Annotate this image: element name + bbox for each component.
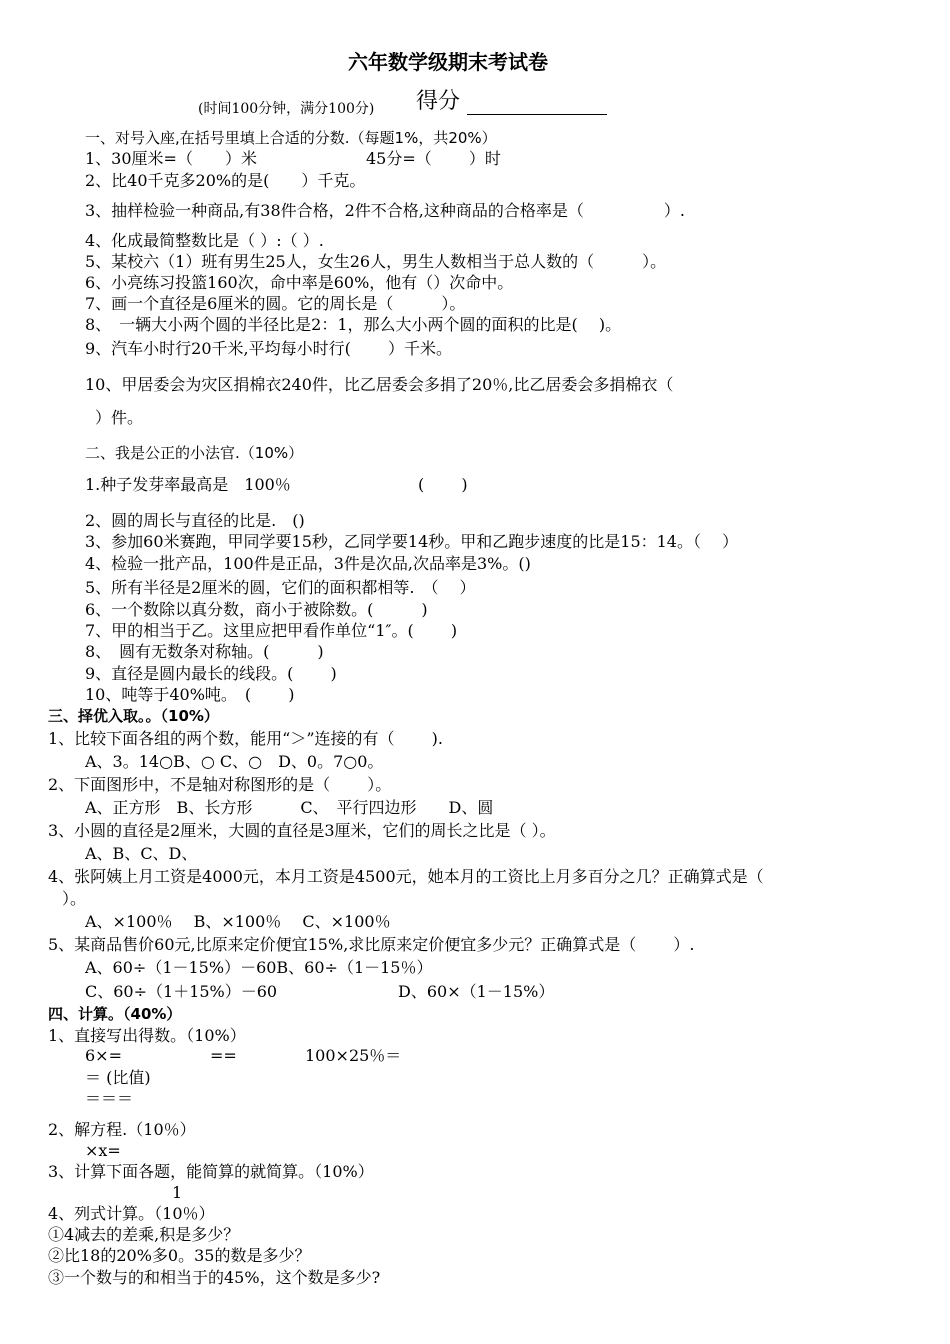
- s1-question-8: 8、 一辆大小两个圆的半径比是2：1，那么大小两个圆的面积的比是( )。: [85, 315, 622, 334]
- s2-question-9: 9、直径是圆内最长的线段。( ): [85, 664, 337, 683]
- s2-question-8: 8、 圆有无数条对称轴。( ): [85, 642, 324, 661]
- s2-question-1: 1.种子发芽率最高是 100％: [85, 475, 291, 494]
- s4-question-4c: ③一个数与的和相当于的45%，这个数是多少?: [48, 1268, 381, 1287]
- s1-question-10-cont: ）件。: [95, 408, 144, 427]
- s1-question-6: 6、小亮练习投篮160次，命中率是60%，他有（）次命中。: [85, 273, 514, 292]
- s1-question-4: 4、化成最简整数比是（ ）:（ ）.: [85, 231, 324, 250]
- s1-question-5: 5、某校六（1）班有男生25人，女生26人，男生人数相当于总人数的（ ）。: [85, 252, 667, 271]
- s4-question-1e: ＝＝＝: [85, 1089, 134, 1108]
- s4-question-1: 1、直接写出得数。（10%）: [48, 1026, 246, 1045]
- s4-question-2a: ×x=: [85, 1141, 121, 1160]
- s4-question-1a: 6×=: [85, 1046, 122, 1065]
- s3-question-2-options: A、正方形 B、长方形 C、 平行四边形 D、圆: [85, 798, 494, 817]
- s3-question-4: 4、张阿姨上月工资是4000元，本月工资是4500元，她本月的工资比上月多百分之几？正确算式是（: [48, 867, 764, 886]
- s1-question-1b: 45分=（ ）时: [366, 149, 501, 168]
- s2-question-3: 3、参加60米赛跑，甲同学要15秒，乙同学要14秒。甲和乙跑步速度的比是15：14。（ ）: [85, 532, 739, 551]
- s1-question-10: 10、甲居委会为灾区捐棉衣240件，比乙居委会多捐了20％,比乙居委会多捐棉衣（: [85, 375, 674, 394]
- s3-question-5: 5、某商品售价60元,比原来定价便宜15%,求比原来定价便宜多少元？正确算式是（ ）.: [48, 935, 695, 954]
- section2-heading: 二、我是公正的小法官.（10%）: [85, 444, 304, 462]
- section4-heading: 四、计算。（40%）: [48, 1005, 182, 1023]
- s4-question-1d: ＝ (比值): [85, 1068, 151, 1087]
- s3-question-5-options-3: D、60×（1－15%）: [398, 982, 555, 1001]
- s1-question-2: 2、比40千克多20%的是( ）千克。: [85, 171, 366, 190]
- s3-question-4-cont: ）。: [62, 889, 87, 908]
- s4-question-2: 2、解方程.（10％）: [48, 1120, 196, 1139]
- s1-question-7: 7、画一个直径是6厘米的圆。它的周长是（ ）。: [85, 294, 466, 313]
- exam-subtitle: (时间100分钟，满分100分): [198, 101, 375, 117]
- s2-question-2: 2、圆的周长与直径的比是. (): [85, 511, 305, 530]
- score-label: 得分: [416, 89, 461, 114]
- s3-question-3: 3、小圆的直径是2厘米，大圆的直径是3厘米，它们的周长之比是（ ）。: [48, 821, 556, 840]
- s4-question-4: 4、列式计算。（10％）: [48, 1204, 215, 1223]
- s4-question-3a: 1: [172, 1183, 183, 1202]
- section3-heading: 三、择优入取。。（10%）: [48, 707, 219, 725]
- score-blank[interactable]: [467, 114, 607, 115]
- s3-question-5-options-1: A、60÷（1－15%）－60B、60÷（1－15％）: [85, 958, 433, 977]
- s1-question-3: 3、抽样检验一种商品,有38件合格，2件不合格,这种商品的合格率是（ ）.: [85, 201, 685, 220]
- s4-question-4b: ②比18的20%多0。35的数是多少？: [48, 1246, 311, 1265]
- s4-question-1c: 100×25％＝: [305, 1046, 402, 1065]
- s3-question-2: 2、下面图形中，不是轴对称图形的是（ ）。: [48, 775, 392, 794]
- s1-question-9: 9、汽车小时行20千米,平均每小时行( ）千米。: [85, 339, 452, 358]
- s2-question-5: 5、所有半径是2厘米的圆，它们的面积都相等. （ ）: [85, 578, 476, 597]
- s3-question-1: 1、比较下面各组的两个数，能用“＞”连接的有（ ).: [48, 729, 443, 748]
- exam-title: 六年数学级期末考试卷: [348, 50, 548, 74]
- s1-question-1a: 1、30厘米=（ ）米: [85, 149, 257, 168]
- section1-heading: 一、对号入座,在括号里填上合适的分数.（每题1%，共20%）: [85, 129, 497, 147]
- s3-question-4-options: A、×100％ B、×100％ C、×100％: [85, 912, 391, 931]
- s3-question-3-options: A、B、C、D、: [85, 844, 198, 863]
- s3-question-1-options: A、3。14○B、○ C、○ D、0。7○0。: [85, 752, 384, 771]
- s2-question-1-paren: ( ): [418, 475, 468, 494]
- s4-question-3: 3、计算下面各题，能简算的就简算。（10%）: [48, 1162, 374, 1181]
- s2-question-10: 10、吨等于40%吨。 ( ): [85, 685, 295, 704]
- s3-question-5-options-2: C、60÷（1＋15%）－60: [85, 982, 278, 1001]
- s4-question-4a: ①4减去的差乘,积是多少？: [48, 1225, 240, 1244]
- s2-question-4: 4、检验一批产品，100件是正品，3件是次品,次品率是3%。(): [85, 554, 531, 573]
- s2-question-7: 7、甲的相当于乙。这里应把甲看作单位“1″。( ): [85, 621, 458, 640]
- s2-question-6: 6、一个数除以真分数，商小于被除数。( ): [85, 600, 428, 619]
- s4-question-1b: ==: [210, 1046, 237, 1065]
